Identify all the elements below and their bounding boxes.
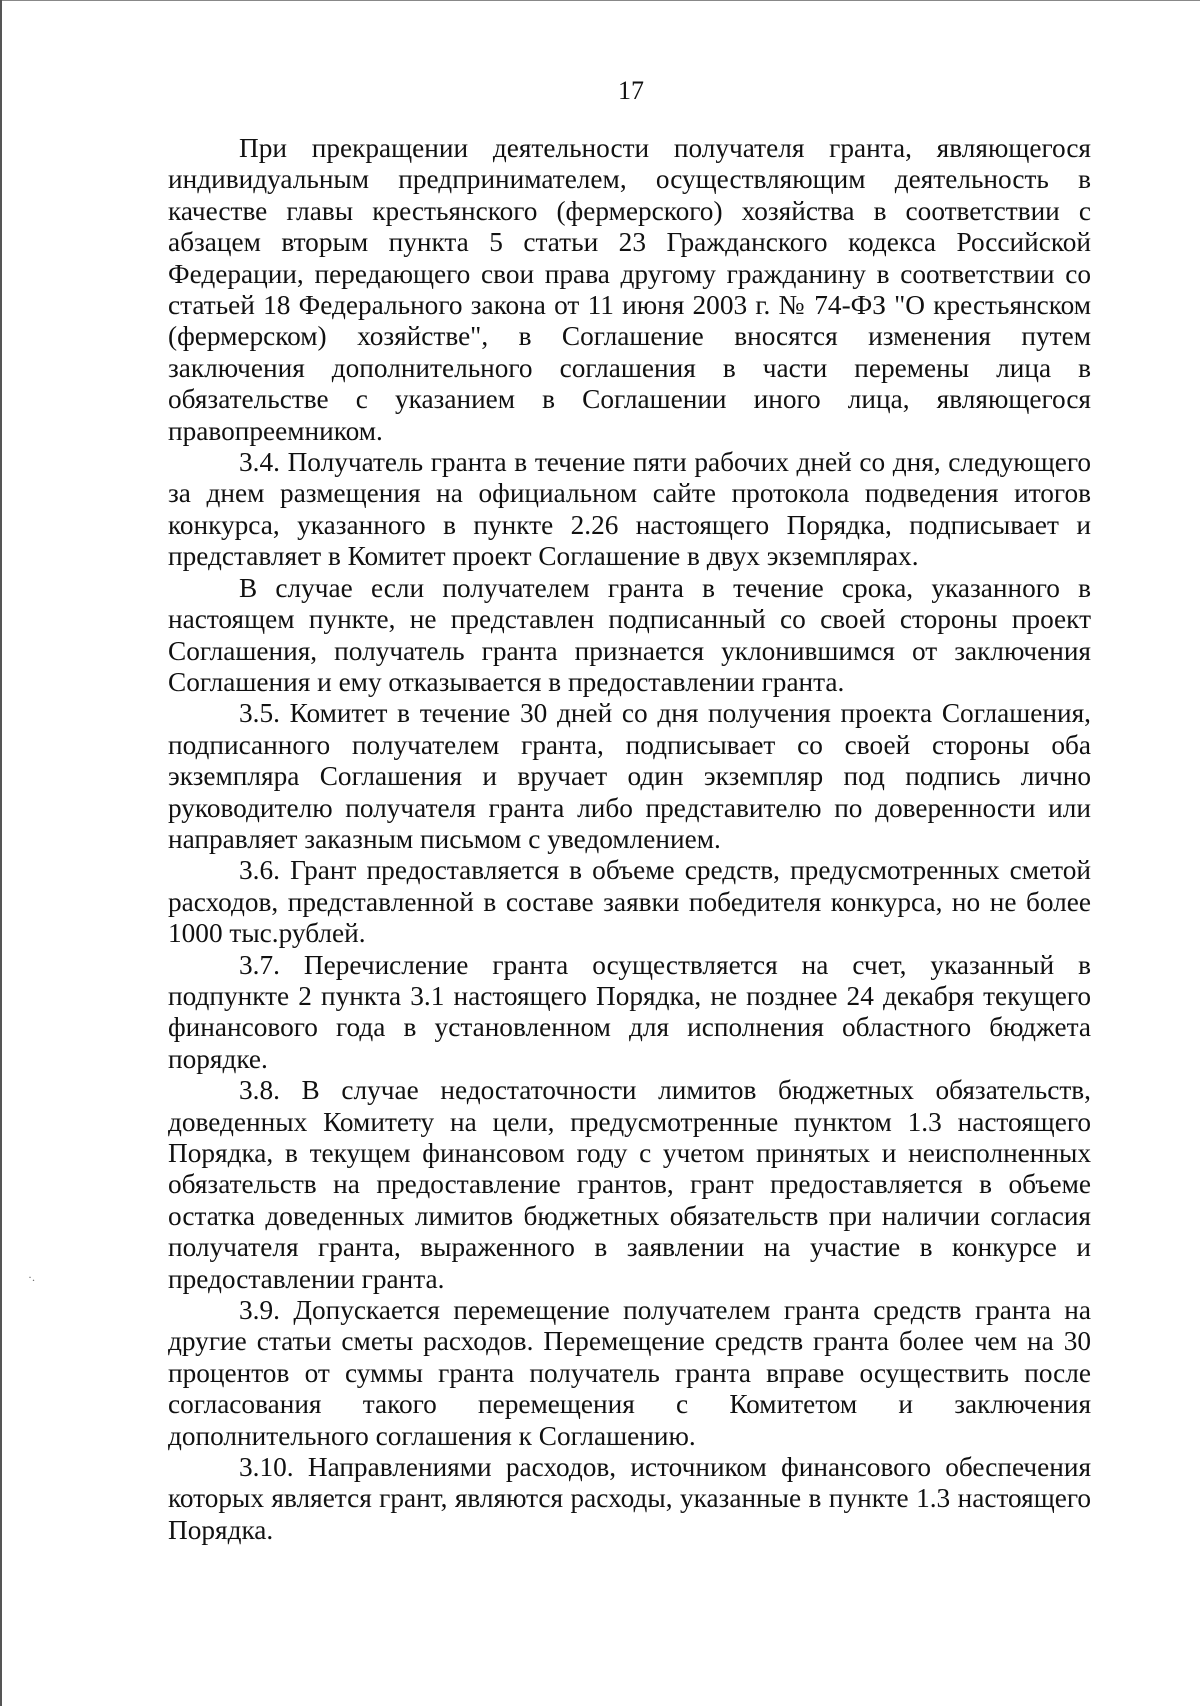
paragraph-3-7: 3.7. Перечисление гранта осуществляется на счет, указанный в подпункте 2 пункта 3.1 настоящего Порядка, не позднее 24 декабря текущего финансового года в установленном для исполнения областного бюджета порядке. xyxy=(168,949,1091,1074)
scan-edge-left xyxy=(0,0,2,1706)
paragraph-3-4-evasion: В случае если получателем гранта в течение срока, указанного в настоящем пункте, не представлен подписанный со своей стороны проект Соглашения, получатель гранта признается уклонившимся от заключения Соглашения и ему отказывается в предоставлении гранта. xyxy=(168,572,1091,697)
paragraph-successor-change: При прекращении деятельности получателя гранта, являющегося индивидуальным предпринимателем, осуществляющим деятельность в качестве главы крестьянского (фермерского) хозяйства в соответствии с абзацем вторым пункта 5 статьи 23 Гражданского кодекса Российской Федерации, передающего свои права другому гражданину в соответствии со статьей 18 Федерального закона от 11 июня 2003 г. № 74-ФЗ "О крестьянском (фермерском) хозяйстве", в Соглашение вносятся изменения путем заключения дополнительного соглашения в части перемены лица в обязательстве с указанием в Соглашении иного лица, являющегося правопреемником. xyxy=(168,133,1091,446)
scan-edge-top xyxy=(0,0,1200,1)
paragraph-3-9: 3.9. Допускается перемещение получателем гранта средств гранта на другие статьи сметы расходов. Перемещение средств гранта более чем на 30 процентов от суммы гранта получатель гранта вправе осуществить после согласования такого перемещения с Комитетом и заключения дополнительного соглашения к Соглашению. xyxy=(168,1295,1091,1451)
paragraph-3-10: 3.10. Направлениями расходов, источником финансового обеспечения которых является грант, являются расходы, указанные в пункте 1.3 настоящего Порядка. xyxy=(168,1452,1091,1545)
paragraph-3-8: 3.8. В случае недостаточности лимитов бюджетных обязательств, доведенных Комитету на цели, предусмотренные пунктом 1.3 настоящего Порядка, в текущем финансовом году с учетом принятых и неисполненных обязательств на предоставление грантов, грант предоставляется в объеме остатка доведенных лимитов бюджетных обязательств при наличии согласия получателя гранта, выраженного в заявлении на участие в конкурсе и предоставлении гранта. xyxy=(168,1075,1091,1294)
paragraph-3-4: 3.4. Получатель гранта в течение пяти рабочих дней со дня, следующего за днем размещения на официальном сайте протокола подведения итогов конкурса, указанного в пункте 2.26 настоящего Порядка, подписывает и представляет в Комитет проект Соглашение в двух экземплярах. xyxy=(168,447,1091,572)
paragraph-3-6: 3.6. Грант предоставляется в объеме средств, предусмотренных сметой расходов, представленной в составе заявки победителя конкурса, но не более 1000 тыс.рублей. xyxy=(168,855,1091,949)
paragraph-3-5: 3.5. Комитет в течение 30 дней со дня получения проекта Соглашения, подписанного получателем гранта, подписывает со своей стороны оба экземпляра Соглашения и вручает один экземпляр под подпись лично руководителю получателя гранта либо представителю по доверенности или направляет заказным письмом с уведомлением. xyxy=(168,698,1091,854)
scan-speck: ·. xyxy=(28,1270,35,1284)
page-number: 17 xyxy=(618,76,644,105)
document-body xyxy=(168,133,1091,1546)
